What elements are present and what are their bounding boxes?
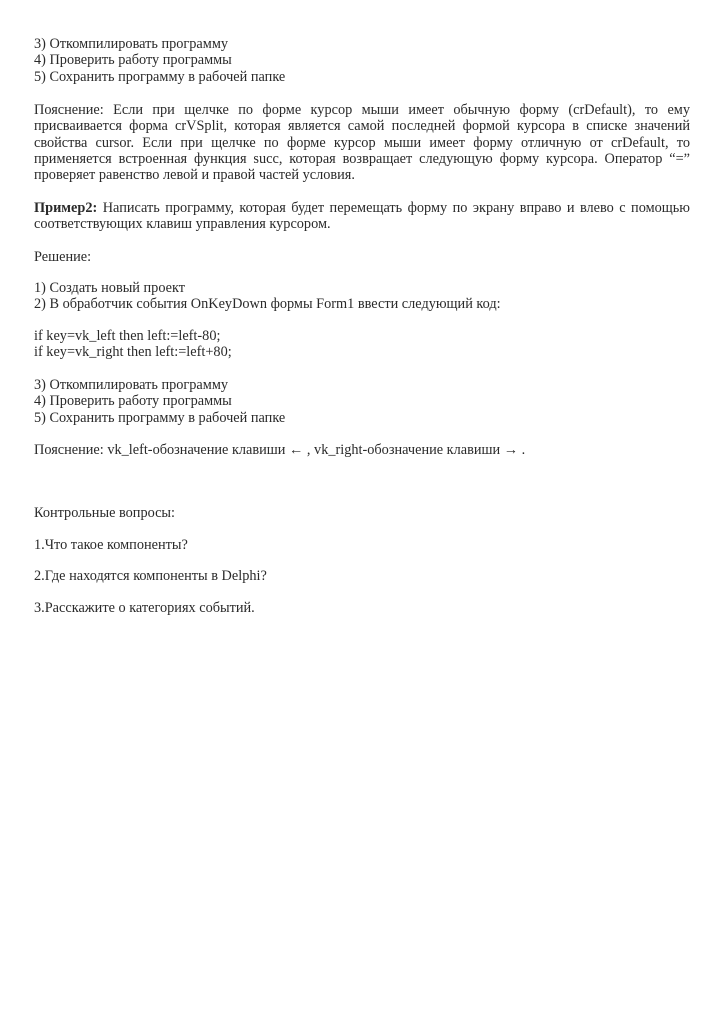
code-block: [34, 328, 690, 361]
code-line: if key=vk_left then left:=left-80;: [34, 328, 221, 344]
paragraph-line: применяется встроенная функция succ, которая возвращает следующую форму курсора. Оператор “=”: [34, 150, 690, 167]
step-item: 2) В обработчик события OnKeyDown формы Form1 ввести следующий код:: [34, 296, 501, 313]
step-item: 5) Сохранить программу в рабочей папке: [34, 68, 286, 85]
explanation-paragraph-1: [34, 102, 690, 183]
paragraph-line: проверяет равенство левой и правой частей условия.: [34, 167, 355, 184]
steps-list-top: [34, 36, 690, 85]
step-item: 1) Создать новый проект: [34, 280, 186, 296]
example2-label: Пример2:: [34, 200, 98, 216]
example2-paragraph: [34, 200, 690, 233]
step-item: 3) Откомпилировать программу: [34, 377, 229, 393]
solution-steps: [34, 280, 690, 313]
step-item: 3) Откомпилировать программу: [34, 36, 229, 52]
paragraph-line: свойства cursor. Если при щелчке по форме курсор мыши имеет форму отличную от crDefault, то: [34, 134, 690, 151]
paragraph-line: присваивается форма crVSplit, которая является самой последней формой курсора в списке значений: [34, 118, 690, 135]
paragraph-line: Пояснение: Если при щелчке по форме курсор мыши имеет обычную форму (crDefault), то ему: [34, 102, 690, 118]
step-item: 5) Сохранить программу в рабочей папке: [34, 409, 286, 426]
questions-title: Контрольные вопросы:: [34, 505, 176, 521]
explanation-paragraph-2: Пояснение: vk_left-обозначение клавиши ← , vk_right-обозначение клавиши → .: [34, 442, 526, 458]
code-line: if key=vk_right then left:=left+80;: [34, 344, 232, 361]
step-item: 4) Проверить работу программы: [34, 393, 232, 410]
paragraph-line: [34, 200, 690, 216]
example2-text: Написать программу, которая будет перемещать форму по экрану вправо и влево с помощью: [102, 200, 690, 216]
paragraph-line: соответствующих клавиш управления курсором.: [34, 216, 331, 233]
steps-list-bottom: [34, 377, 690, 426]
question-item: 3.Расскажите о категориях событий.: [34, 600, 255, 616]
step-item: 4) Проверить работу программы: [34, 52, 232, 69]
solution-heading: Решение:: [34, 249, 92, 265]
question-item: 1.Что такое компоненты?: [34, 537, 188, 553]
question-item: 2.Где находятся компоненты в Delphi?: [34, 568, 267, 584]
